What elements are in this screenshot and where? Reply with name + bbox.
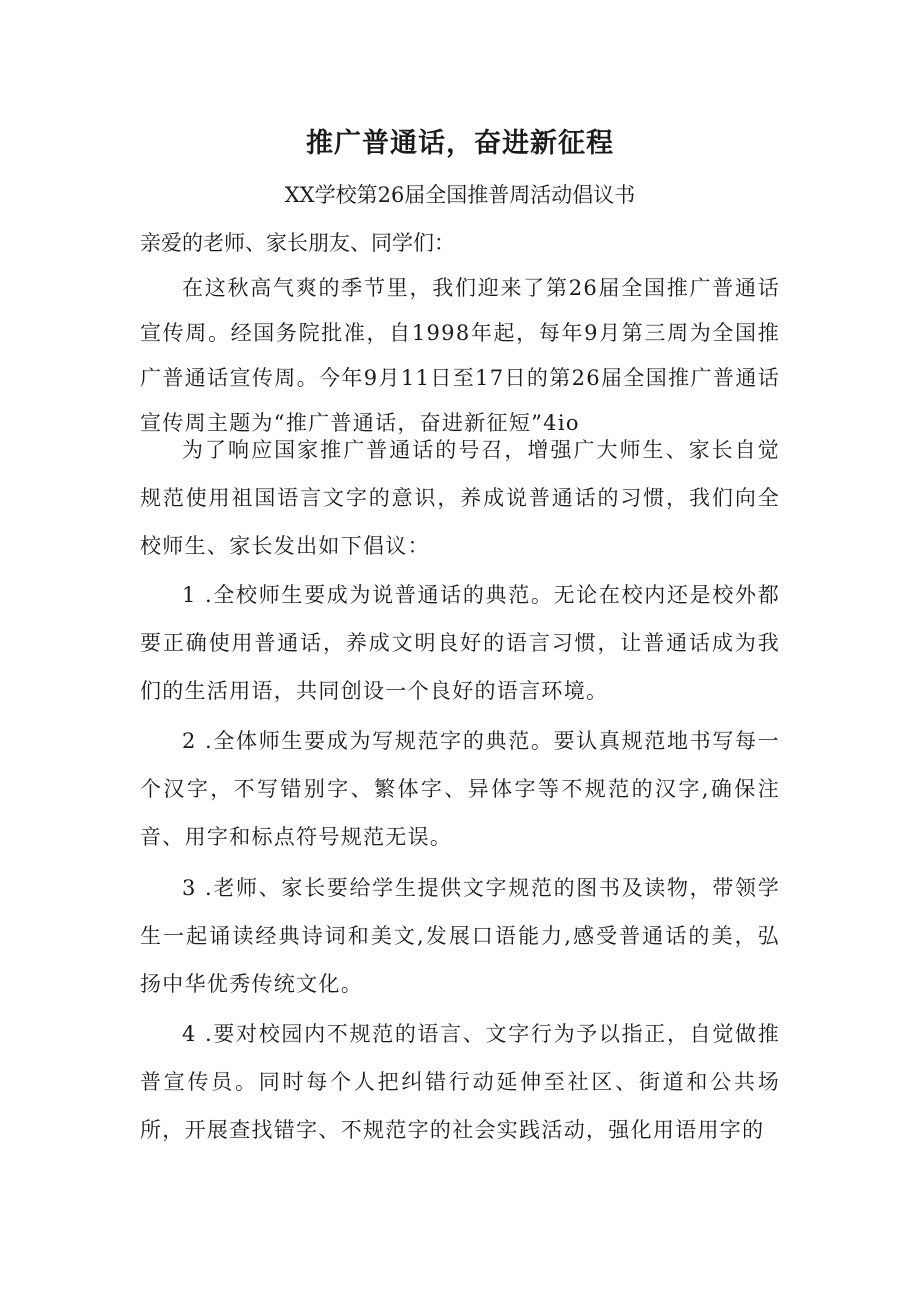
salutation: 亲爱的老师、家长朋友、同学们： [140, 231, 455, 255]
proposal-item-4: 4 .要对校园内不规范的语言、文字行为予以指正，自觉做推普宣传员。同时每个人把纠错行动延伸至社区、街道和公共场所，开展查找错字、不规范字的社会实践活动，强化用语用字的 [140, 1022, 780, 1142]
document-title: 推广普通话，奋进新征程 [306, 128, 614, 159]
proposal-item-1: 1 .全校师生要成为说普通话的典范。无论在校内还是校外都要正确使用普通话，养成文明良好的语言习惯，让普通话成为我们的生活用语，共同创设一个良好的语言环境。 [140, 583, 780, 703]
paragraph-intro: 在这秋高气爽的季节里，我们迎来了第26届全国推广普通话宣传周。经国务院批准，自1998年起，每年9月第三周为全国推广普通话宣传周。今年9月11日至17日的第26届全国推广普通话宣传周主题为“推广普通话，奋进新征短”4io [140, 276, 780, 435]
proposal-item-3: 3 .老师、家长要给学生提供文字规范的图书及读物，带领学生一起诵读经典诗词和美文,发展口语能力,感受普通话的美，弘扬中华优秀传统文化。 [140, 876, 780, 996]
paragraph-call: 为了响应国家推广普通话的号召，增强广大师生、家长自觉规范使用祖国语言文字的意识，养成说普通话的习惯，我们向全校师生、家长发出如下倡议： [140, 438, 780, 558]
proposal-item-2: 2 .全体师生要成为写规范字的典范。要认真规范地书写每一个汉字，不写错别字、繁体字、异体字等不规范的汉字,确保注音、用字和标点符号规范无误。 [140, 729, 780, 849]
document-subtitle: XX学校第26届全国推普周活动倡议书 [284, 183, 636, 207]
